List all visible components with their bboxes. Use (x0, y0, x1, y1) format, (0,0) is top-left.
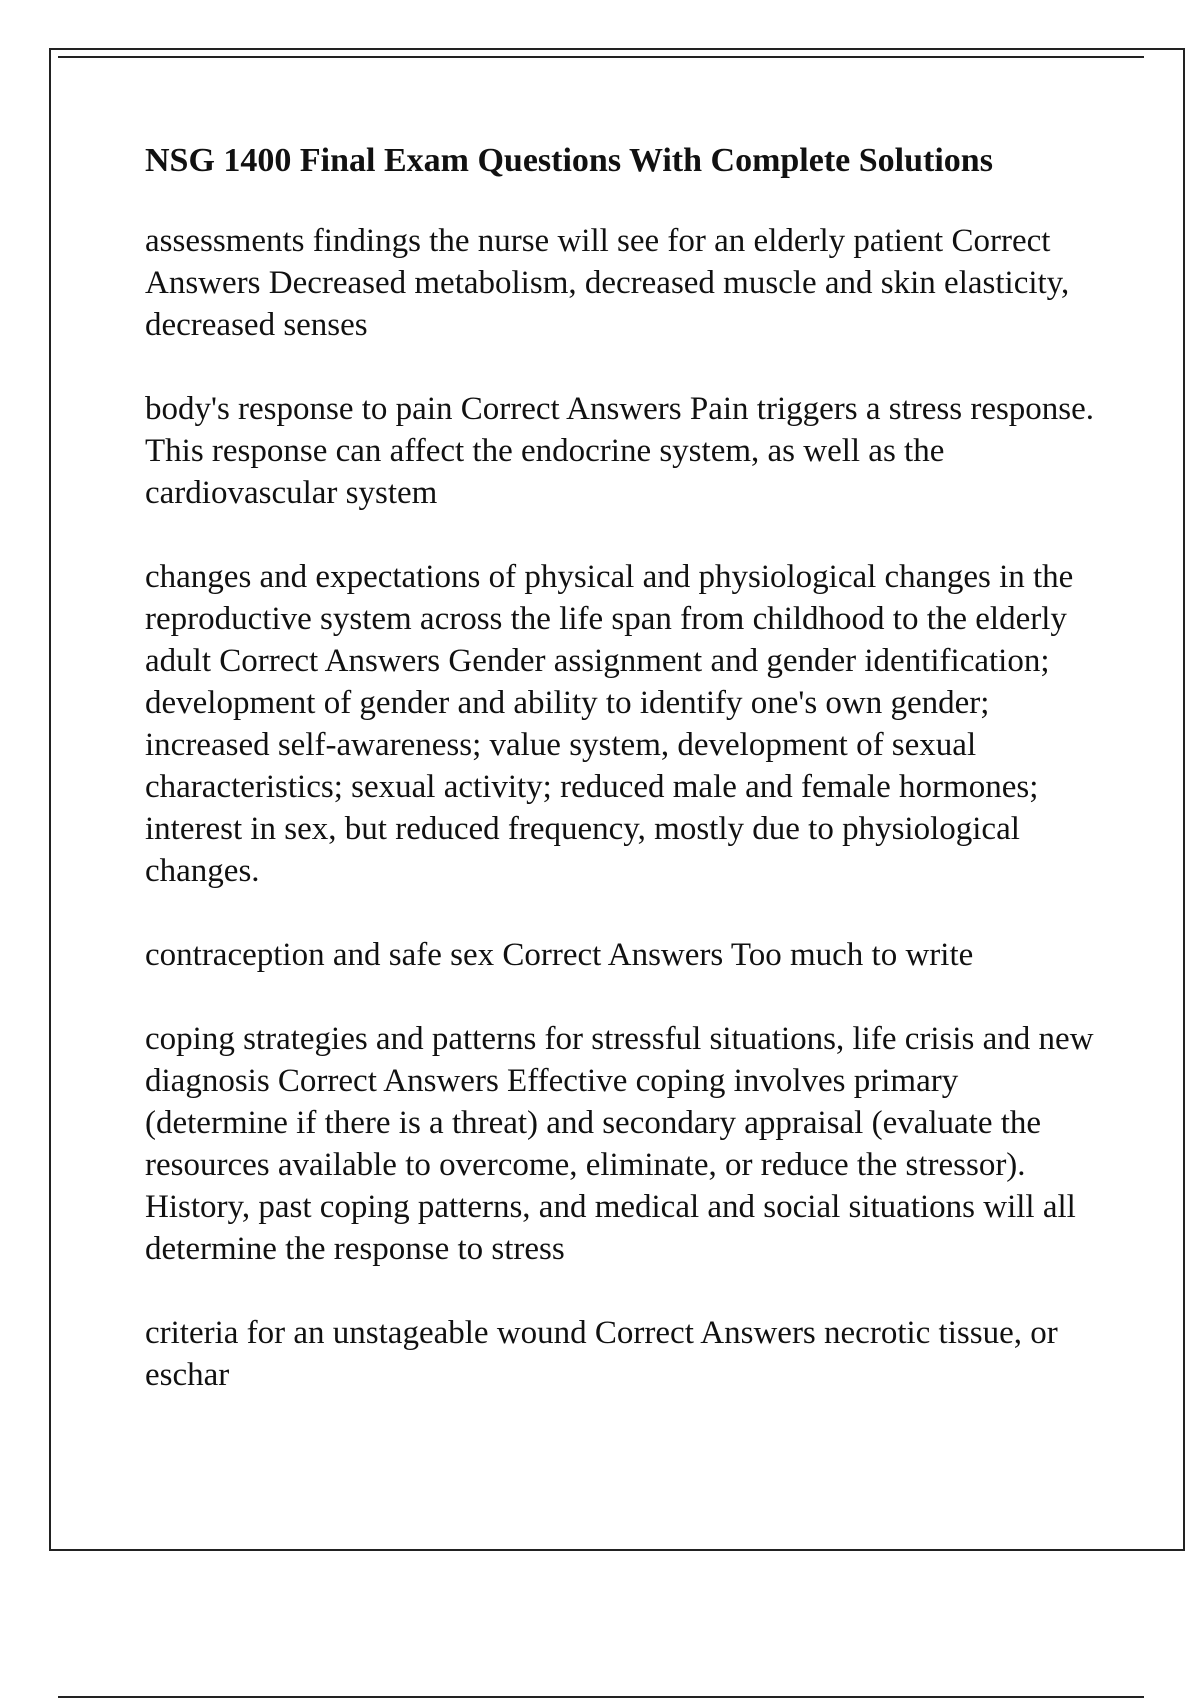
qa-question: contraception and safe sex (145, 937, 495, 973)
qa-question: coping strategies and patterns for stressful situations, life crisis and new diagnosis (145, 1021, 1094, 1099)
answer-label: Correct Answers (594, 1315, 816, 1351)
qa-answer: Too much to write (730, 937, 974, 973)
qa-question: criteria for an unstageable wound (145, 1315, 587, 1351)
answer-label: Correct Answers (502, 937, 724, 973)
bottom-rule (58, 1696, 1144, 1698)
qa-item (145, 1312, 1095, 1396)
document-title: NSG 1400 Final Exam Questions With Complete Solutions (145, 142, 993, 179)
qa-item (145, 934, 1095, 976)
qa-item (145, 220, 1095, 346)
qa-question: assessments findings the nurse will see for an elderly patient (145, 223, 944, 259)
qa-question: body's response to pain (145, 391, 453, 427)
qa-answer: Pain triggers a stress response. This response can affect the endocrine system, as well as the cardiovascular system (145, 391, 1095, 511)
qa-answer: Gender assignment and gender identification; development of gender and ability to identify one's own gender; increased self-awareness; value system, development of sexual characteristics; sexual activity; reduced male and female hormones; interest in sex, but reduced frequency, mostly due to physiological changes. (145, 643, 1050, 889)
answer-label: Correct Answers (219, 643, 441, 679)
answer-label: Correct Answers (460, 391, 682, 427)
top-rule (58, 56, 1144, 58)
qa-question: changes and expectations of physical and physiological changes in the reproductive system across the life span from childhood to the elderly adult (145, 559, 1074, 679)
qa-answer: necrotic tissue, or eschar (145, 1315, 1058, 1393)
answer-label: Correct Answers (145, 223, 1051, 301)
qa-answer: Effective coping involves primary (determine if there is a threat) and secondary appraisal (evaluate the resources available to overcome, eliminate, or reduce the stressor). History, past coping patterns, and medical and social situations will all determine the response to stress (145, 1063, 1076, 1267)
qa-item (145, 388, 1095, 514)
answer-label: Correct Answers (277, 1063, 499, 1099)
qa-item (145, 556, 1095, 892)
document-body (145, 140, 1095, 1438)
qa-item (145, 1018, 1095, 1270)
qa-answer: Decreased metabolism, decreased muscle and skin elasticity, decreased senses (145, 265, 1070, 343)
